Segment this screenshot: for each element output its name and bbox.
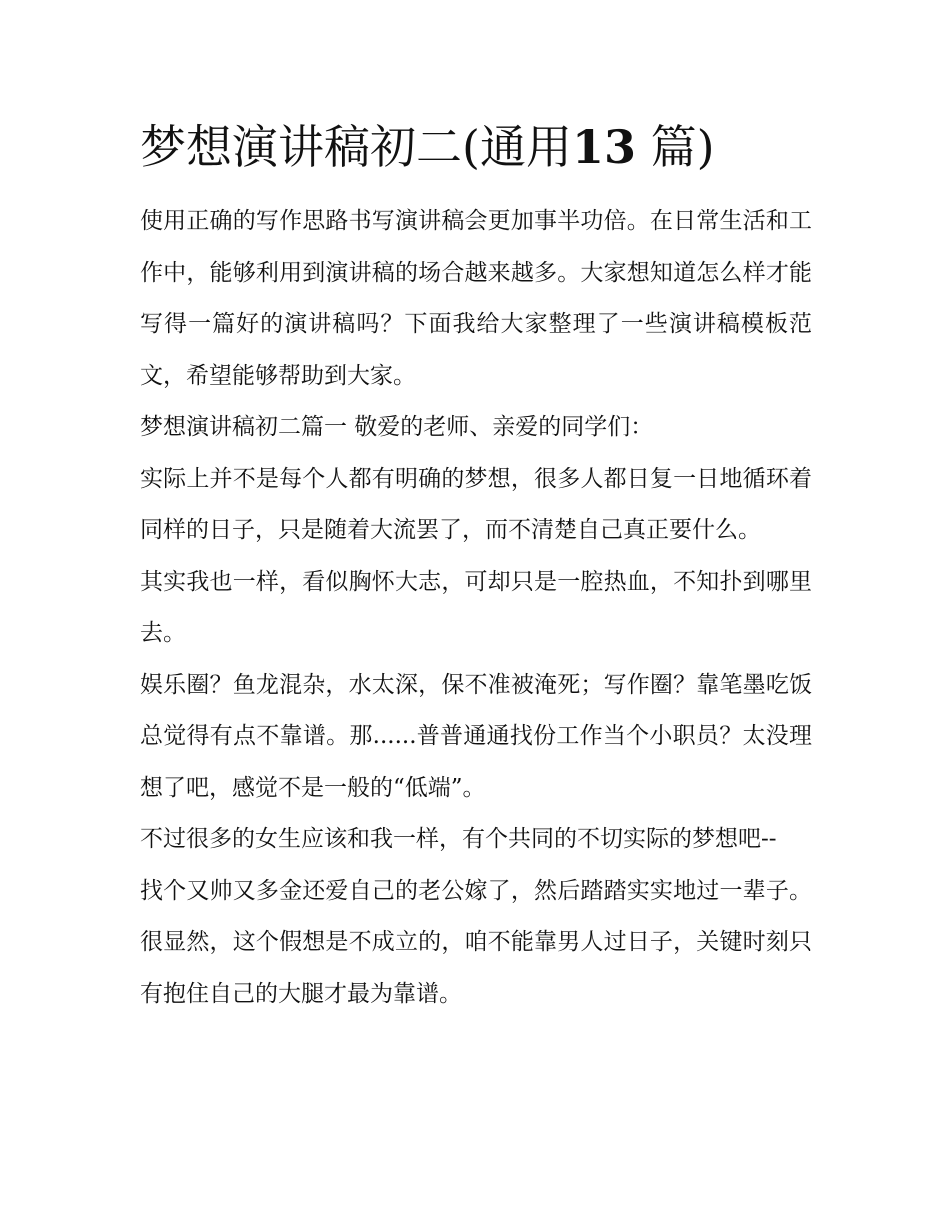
- paragraph-7: 找个又帅又多金还爱自己的老公嫁了，然后踏踏实实地过一辈子。很显然，这个假想是不成立的，咱不能靠男人过日子，关键时刻只有抱住自己的大腿才最为靠谱。: [140, 877, 812, 1007]
- document-body: [140, 196, 812, 1020]
- paragraph-5: 娱乐圈？鱼龙混杂，水太深，保不准被淹死；写作圈？靠笔墨吃饭总觉得有点不靠谱。那......普普通通找份工作当个小职员？太没理想了吧，感觉不是一般的“低端”。: [140, 671, 812, 801]
- paragraph-6: 不过很多的女生应该和我一样，有个共同的不切实际的梦想吧--: [140, 826, 777, 852]
- paragraph-salutation: 梦想演讲稿初二篇一 敬爱的老师、亲爱的同学们：: [140, 414, 654, 440]
- title-suffix: 篇): [650, 120, 715, 174]
- title-text: 梦想演讲稿初二(通用: [140, 120, 572, 174]
- paragraph-4: 其实我也一样，看似胸怀大志，可却只是一腔热血，不知扑到哪里去。: [140, 568, 812, 646]
- title-number: 13: [571, 120, 636, 174]
- paragraph-intro: 使用正确的写作思路书写演讲稿会更加事半功倍。在日常生活和工作中，能够利用到演讲稿的场合越来越多。大家想知道怎么样才能写得一篇好的演讲稿吗？下面我给大家整理了一些演讲稿模板范文，希望能够帮助到大家。: [140, 208, 812, 389]
- paragraph-3: 实际上并不是每个人都有明确的梦想，很多人都日复一日地循环着同样的日子，只是随着大流罢了，而不清楚自己真正要什么。: [140, 465, 812, 543]
- document-title: [140, 112, 840, 182]
